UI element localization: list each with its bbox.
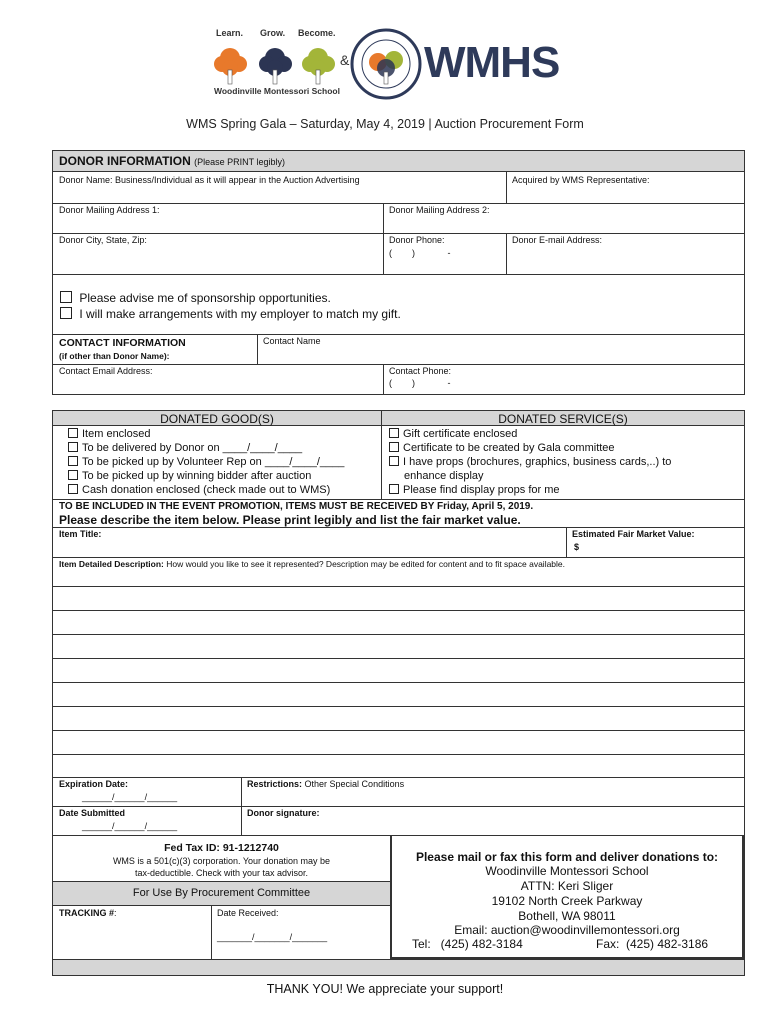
- tax-line-2: tax-deductible. Check with your tax advisor.: [134, 868, 309, 878]
- tracking-colon: :: [114, 908, 117, 918]
- tagline-become: Become.: [298, 28, 336, 38]
- mail-city: Bothell, WA 98011: [518, 909, 616, 923]
- divider: [52, 233, 745, 234]
- goods-option-3[interactable]: [68, 456, 344, 468]
- tracking-label: TRACKING #: [59, 908, 115, 918]
- email-label: Donor E-mail Address:: [512, 235, 603, 245]
- divider: [566, 527, 567, 557]
- description-label: Item Detailed Description:: [59, 559, 164, 569]
- employer-checkbox[interactable]: [60, 307, 72, 319]
- contact-phone-format: ( ) -: [389, 378, 451, 388]
- form-title: WMS Spring Gala – Saturday, May 4, 2019 | Auction Procurement Form: [186, 117, 584, 131]
- description-line[interactable]: [52, 610, 745, 611]
- item-title-label: Item Title:: [59, 529, 102, 539]
- divider: [52, 364, 745, 365]
- wms-logo: [212, 28, 340, 98]
- divider: [52, 806, 745, 807]
- option-label: To be picked up by Volunteer Rep on ____/____/____: [82, 456, 345, 468]
- restrictions-label: Restrictions:: [247, 779, 303, 789]
- description-line[interactable]: [52, 706, 745, 707]
- describe-instruction: Please describe the item below. Please print legibly and list the fair market value.: [59, 513, 521, 527]
- divider: [52, 203, 745, 204]
- checkbox[interactable]: [389, 484, 399, 494]
- option-label: To be delivered by Donor on ____/____/____: [82, 442, 303, 454]
- mail-email: Email: auction@woodinvillemontessori.org: [454, 923, 680, 937]
- tree-icons: [212, 40, 340, 86]
- description-line[interactable]: [52, 658, 745, 659]
- goods-option-1[interactable]: [68, 428, 150, 440]
- divider: [52, 499, 745, 500]
- city-label: Donor City, State, Zip:: [59, 235, 147, 245]
- address1-label: Donor Mailing Address 1:: [59, 205, 160, 215]
- services-option-1[interactable]: [389, 428, 517, 440]
- divider: [211, 906, 212, 959]
- goods-option-5[interactable]: [68, 484, 330, 496]
- option-label: I have props (brochures, graphics, business cards,..) to: [403, 456, 672, 468]
- wms-school-name: Woodinville Montessori School: [214, 86, 340, 96]
- mail-fax: Fax: (425) 482-3186: [596, 937, 709, 951]
- checkbox[interactable]: [68, 484, 78, 494]
- tracking-row: [59, 908, 117, 918]
- phone-format: ( ) -: [389, 248, 451, 258]
- expiration-label: Expiration Date:: [59, 779, 129, 789]
- fair-market-value-label: Estimated Fair Market Value:: [572, 529, 695, 539]
- contact-name-label: Contact Name: [263, 336, 321, 346]
- orange-tree-icon: [214, 48, 247, 84]
- sponsor-checkbox[interactable]: [60, 291, 72, 303]
- mail-street: 19102 North Creek Parkway: [491, 894, 643, 908]
- divider: [383, 364, 384, 395]
- wmhs-wordmark: WMHS: [424, 38, 560, 87]
- date-submitted-blank[interactable]: ______/______/______: [82, 821, 178, 831]
- tagline-learn: Learn.: [216, 28, 244, 38]
- services-option-2[interactable]: [389, 442, 615, 454]
- navy-tree-icon: [259, 48, 292, 84]
- divider: [52, 334, 745, 335]
- mail-tel: Tel: (425) 482-3184: [412, 937, 523, 951]
- contact-email-label: Contact Email Address:: [59, 366, 153, 376]
- bottom-gray-bar: [53, 959, 744, 975]
- option-label: Gift certificate enclosed: [403, 428, 518, 440]
- employer-checkbox-row[interactable]: [60, 307, 401, 321]
- goods-option-2[interactable]: [68, 442, 302, 454]
- restrictions-note: Other Special Conditions: [304, 779, 405, 789]
- divider: [383, 203, 384, 233]
- rep-label: Acquired by WMS Representative:: [512, 175, 650, 185]
- description-row: [59, 559, 565, 569]
- dollar-sign: $: [574, 542, 580, 552]
- description-line[interactable]: [52, 730, 745, 731]
- goods-option-4[interactable]: [68, 470, 311, 482]
- services-heading: DONATED SERVICE(S): [498, 412, 628, 426]
- description-line[interactable]: [52, 586, 745, 587]
- deadline-notice: TO BE INCLUDED IN THE EVENT PROMOTION, ITEMS MUST BE RECEIVED BY Friday, April 5, 2019.: [59, 501, 534, 512]
- green-tree-icon: [302, 48, 335, 84]
- mail-attn: ATTN: Keri Sliger: [520, 879, 614, 893]
- sponsor-checkbox-row[interactable]: [60, 291, 331, 305]
- restrictions-row: [247, 779, 404, 789]
- expiration-blank[interactable]: ______/______/______: [82, 792, 178, 802]
- tax-line-1: WMS is a 501(c)(3) corporation. Your donation may be: [112, 856, 331, 866]
- donor-heading-note: (Please PRINT legibly): [194, 157, 285, 167]
- checkbox[interactable]: [389, 456, 399, 466]
- checkbox[interactable]: [68, 442, 78, 452]
- date-received-label: Date Received:: [217, 908, 279, 918]
- description-note: How would you like to see it represented? Description may be edited for content and to fit space available.: [166, 559, 566, 569]
- thank-you: THANK YOU! We appreciate your support!: [266, 982, 504, 996]
- checkbox[interactable]: [68, 456, 78, 466]
- mail-org: Woodinville Montessori School: [485, 864, 649, 878]
- phone-label: Donor Phone:: [389, 235, 445, 245]
- sponsor-checkbox-label: Please advise me of sponsorship opportunities.: [79, 291, 331, 305]
- date-received-blank[interactable]: _______/_______/_______: [217, 932, 328, 942]
- divider: [52, 557, 745, 558]
- services-option-3[interactable]: [389, 456, 671, 468]
- mail-heading: Please mail or fax this form and deliver donations to:: [415, 850, 719, 864]
- divider: [383, 233, 384, 274]
- option-label: Please find display props for me: [403, 484, 560, 496]
- date-submitted-label: Date Submitted: [59, 808, 126, 818]
- contact-heading-note: (if other than Donor Name):: [59, 351, 170, 361]
- description-line[interactable]: [52, 754, 745, 755]
- checkbox[interactable]: [68, 428, 78, 438]
- services-option-3-cont: enhance display: [404, 470, 484, 482]
- checkbox[interactable]: [68, 470, 78, 480]
- tagline-grow: Grow.: [260, 28, 286, 38]
- divider: [52, 777, 745, 778]
- wmhs-seal-icon: [350, 28, 422, 100]
- option-label: Certificate to be created by Gala committee: [403, 442, 615, 454]
- ampersand: &: [340, 52, 350, 68]
- checkbox[interactable]: [389, 428, 399, 438]
- description-line[interactable]: [52, 682, 745, 683]
- signature-label: Donor signature:: [247, 808, 320, 818]
- contact-phone-label: Contact Phone:: [389, 366, 452, 376]
- checkbox[interactable]: [389, 442, 399, 452]
- donor-name-label: Donor Name: Business/Individual as it will appear in the Auction Advertising: [59, 175, 360, 185]
- committee-heading: For Use By Procurement Committee: [132, 887, 311, 899]
- address2-label: Donor Mailing Address 2:: [389, 205, 490, 215]
- contact-heading: CONTACT INFORMATION: [59, 337, 186, 349]
- donor-heading: DONOR INFORMATION: [59, 154, 191, 168]
- tax-id: Fed Tax ID: 91-1212740: [164, 842, 279, 854]
- goods-heading: DONATED GOOD(S): [160, 412, 274, 426]
- services-option-4[interactable]: [389, 484, 560, 496]
- divider: [52, 274, 745, 275]
- option-label: Item enclosed: [82, 428, 151, 440]
- option-label: To be picked up by winning bidder after auction: [82, 470, 312, 482]
- divider: [257, 334, 258, 364]
- divider: [506, 172, 507, 203]
- divider: [52, 527, 745, 528]
- employer-checkbox-label: I will make arrangements with my employer to match my gift.: [79, 307, 401, 321]
- donor-heading-row: [59, 154, 285, 168]
- description-line[interactable]: [52, 634, 745, 635]
- divider: [506, 233, 507, 274]
- option-label: Cash donation enclosed (check made out to WMS): [82, 484, 331, 496]
